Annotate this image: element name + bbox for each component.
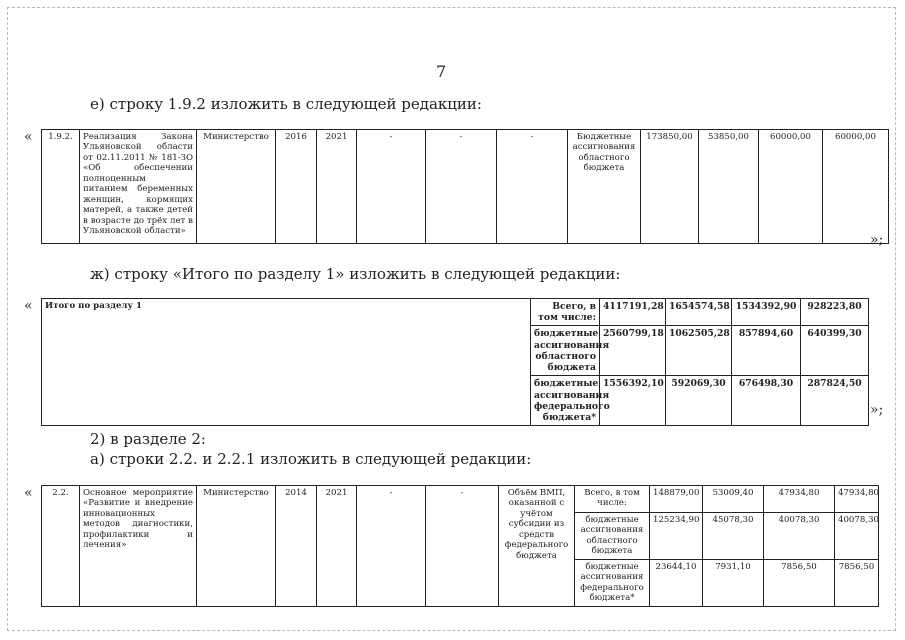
year-value: 1534392,90: [732, 299, 801, 326]
executor: Министерство: [197, 130, 276, 244]
funding-source: Всего, в том числе:: [531, 299, 600, 326]
open-quote-2: «: [24, 298, 33, 314]
itogo-label: Итого по разделу 1: [42, 299, 531, 426]
total-value: 125234,90: [650, 513, 703, 560]
dash-cell: -: [426, 486, 499, 607]
year-value: 1654574,58: [666, 299, 732, 326]
year-value: 53009,40: [703, 486, 764, 513]
heading-zh: ж) строку «Итого по разделу 1» изложить в следующей редакции:: [90, 265, 621, 283]
row-number: 1.9.2.: [42, 130, 80, 244]
row-number: 2.2.: [42, 486, 80, 607]
year-value: 45078,30: [703, 513, 764, 560]
total-value: 1556392,10: [600, 376, 666, 426]
measure-name: Основное мероприятие «Развитие и внедрение инновационных методов диагностики, профилактики и лечения»: [80, 486, 197, 607]
year-value: 928223,80: [801, 299, 869, 326]
funding-source: бюджетные ассигнования областного бюджета: [531, 326, 600, 376]
funding-source: Всего, в том числе:: [575, 486, 650, 513]
year-value: 592069,30: [666, 376, 732, 426]
open-quote-3: «: [24, 485, 33, 501]
total-value: 148879,00: [650, 486, 703, 513]
year-value: 7856,50: [835, 559, 879, 606]
funding-source: бюджетные ассигнования федерального бюджета*: [531, 376, 600, 426]
total-value: 23644,10: [650, 559, 703, 606]
dash-cell: -: [426, 130, 497, 244]
table-itogo: [41, 298, 869, 426]
funding-source: бюджетные ассигнования областного бюджета: [575, 513, 650, 560]
year-value: 640399,30: [801, 326, 869, 376]
end-year: 2021: [317, 130, 357, 244]
close-mark-2: »;: [870, 402, 884, 418]
page-number: 7: [436, 62, 447, 81]
year-value: 47934,80: [764, 486, 835, 513]
indicator: Объём ВМП, оказанной с учётом субсидии из средств федерального бюджета: [499, 486, 575, 607]
funding-source: бюджетные ассигнования федерального бюджета*: [575, 559, 650, 606]
year-value: 53850,00: [699, 130, 759, 244]
total-value: 2560799,18: [600, 326, 666, 376]
dash-cell: -: [497, 130, 568, 244]
open-quote-1: «: [24, 129, 33, 145]
start-year: 2014: [276, 486, 317, 607]
total-value: 4117191,28: [600, 299, 666, 326]
year-value: 1062505,28: [666, 326, 732, 376]
heading-section-2: 2) в разделе 2:: [90, 430, 206, 448]
year-value: 60000,00: [759, 130, 823, 244]
year-value: 676498,30: [732, 376, 801, 426]
measure-name: Реализация Закона Ульяновской области от 02.11.2011 № 181-ЗО «Об обеспечении полноценным питанием беременных женщин, кормящих матерей, а также детей в возрасте до трёх лет в Ульяновской области»: [80, 130, 197, 244]
funding-source: Бюджетные ассигнования областного бюджета: [568, 130, 641, 244]
heading-e: е) строку 1.9.2 изложить в следующей редакции:: [90, 95, 482, 113]
year-value: 40078,30: [764, 513, 835, 560]
total-value: 173850,00: [641, 130, 699, 244]
year-value: 60000,00: [823, 130, 889, 244]
start-year: 2016: [276, 130, 317, 244]
end-year: 2021: [317, 486, 357, 607]
heading-a: а) строки 2.2. и 2.2.1 изложить в следующей редакции:: [90, 450, 532, 468]
year-value: 857894,60: [732, 326, 801, 376]
year-value: 287824,50: [801, 376, 869, 426]
close-mark-1: »;: [870, 232, 884, 248]
year-value: 40078,30: [835, 513, 879, 560]
executor: Министерство: [197, 486, 276, 607]
table-row-1-9-2: [41, 129, 889, 244]
year-value: 7931,10: [703, 559, 764, 606]
table-row-2-2: [41, 485, 879, 607]
year-value: 47934,80: [835, 486, 879, 513]
dash-cell: -: [357, 130, 426, 244]
year-value: 7856,50: [764, 559, 835, 606]
dash-cell: -: [357, 486, 426, 607]
